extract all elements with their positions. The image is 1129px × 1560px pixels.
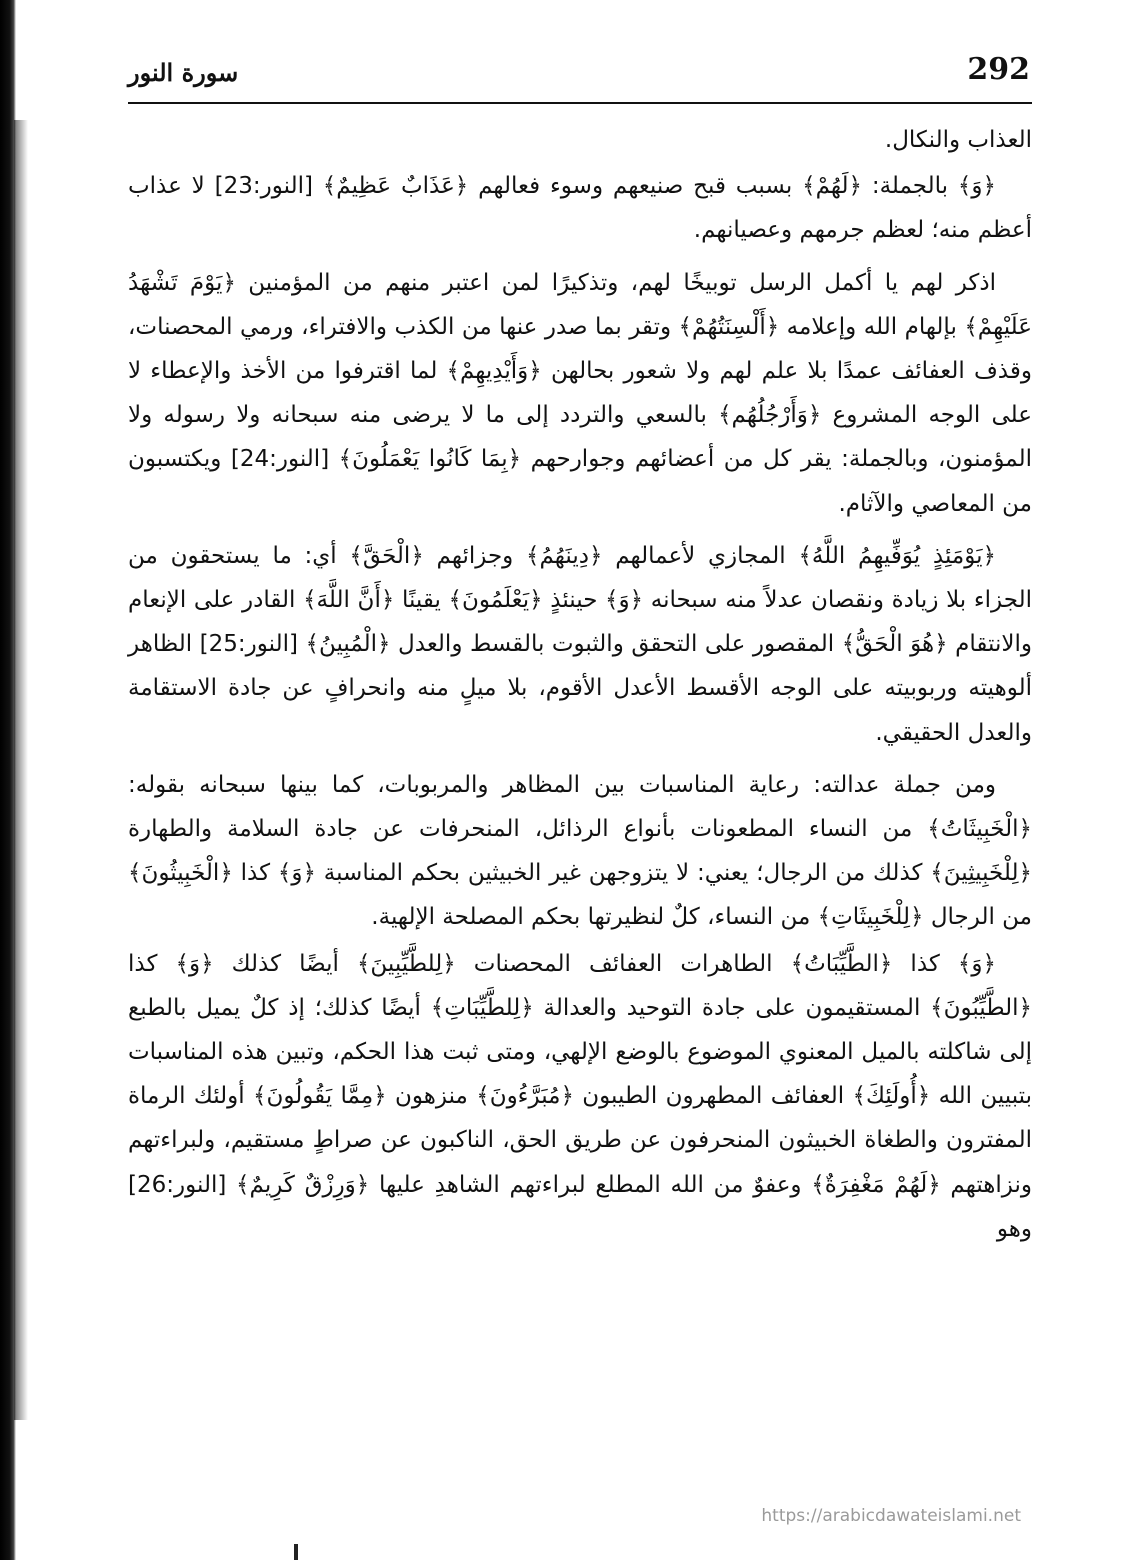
page-body [128,118,1032,1259]
paragraph-3: اذكر لهم يا أكمل الرسل توبيخًا لهم، وتذكيرًا لمن اعتبر منهم من المؤمنين ﴿يَوْمَ تَشْهَدُ عَلَيْهِمْ﴾ بإلهام الله وإعلامه ﴿أَلْسِنَتُهُمْ﴾ وتقر بما صدر عنها من الكذب والافتراء، ورمي المحصنات، وقذف العفائف عمدًا بلا علم لهم ولا شعور بحالهن ﴿وَأَيْدِيهِمْ﴾ لما اقترفوا من الأخذ والإعطاء لا على الوجه المشروع ﴿وَأَرْجُلُهُم﴾ بالسعي والتردد إلى ما لا يرضى منه سبحانه ولا رسوله ولا المؤمنون، وبالجملة: يقر كل من أعضائهم وجوارحهم ﴿بِمَا كَانُوا يَعْمَلُونَ﴾ [النور:24] ويكتسبون من المعاصي والآثام. [128,269,1032,517]
surah-title: سورة النور [128,58,239,87]
paragraph-1: العذاب والنكال. [884,127,1032,153]
paragraph-4: ﴿يَوْمَئِذٍ يُوَفِّيهِمُ اللَّهُ﴾ المجازي لأعمالهم ﴿دِينَهُمُ﴾ وجزائهم ﴿الْحَقَّ﴾ أي: ما يستحقون من الجزاء بلا زيادة ونقصان عدلاً منه سبحانه ﴿وَ﴾ حينئذٍ ﴿يَعْلَمُونَ﴾ يقينًا ﴿أَنَّ اللَّهَ﴾ القادر على الإنعام والانتقام ﴿هُوَ الْحَقُّ﴾ المقصور على التحقق والثبوت بالقسط والعدل ﴿الْمُبِينُ﴾ [النور:25] الظاهر ألوهيته وربوبيته على الوجه الأقسط الأعدل الأقوم، بلا ميلٍ منه وانحرافٍ عن جادة الاستقامة والعدل الحقيقي. [128,542,1032,746]
paragraph-2: ﴿وَ﴾ بالجملة: ﴿لَهُمْ﴾ بسبب قبح صنيعهم وسوء فعالهم ﴿عَذَابٌ عَظِيمٌ﴾ [النور:23] لا عذاب أعظم منه؛ لعظم جرمهم وعصيانهم. [128,173,1032,244]
page-number: 292 [967,52,1030,87]
footer-mark [294,1544,298,1560]
watermark-url: https://arabicdawateislami.net [761,1506,1021,1526]
paragraph-6: ﴿وَ﴾ كذا ﴿الطَّيِّبَاتُ﴾ الطاهرات العفائف المحصنات ﴿لِلطَّيِّبِينَ﴾ أيضًا كذلك ﴿وَ﴾ كذا ﴿الطَّيِّبُونَ﴾ المستقيمون على جادة التوحيد والعدالة ﴿لِلطَّيِّبَاتِ﴾ أيضًا كذلك؛ إذ كلٌ يميل بالطبع إلى شاكلته بالميل المعنوي الموضوع بالوضع الإلهي، ومتى ثبت هذا الحكم، وتبين هذه المناسبات بتبيين الله ﴿أُولَئِكَ﴾ العفائف المطهرون الطيبون ﴿مُبَرَّءُونَ﴾ منزهون ﴿مِمَّا يَقُولُونَ﴾ أولئك الرماة المفترون والطغاة الخبيثون المنحرفون عن طريق الحق، الناكبون عن صراطٍ مستقيم، ولبراءتهم ونزاهتهم ﴿لَهُمْ مَغْفِرَةٌ﴾ وعفوٌ من الله المطلع لبراءتهم الشاهدِ عليها ﴿وَرِزْقٌ كَرِيمٌ﴾ [النور:26] وهو [128,950,1032,1242]
page-header [128,52,1032,104]
paragraph-5: ومن جملة عدالته: رعاية المناسبات بين المظاهر والمربوبات، كما بينها سبحانه بقوله: ﴿الْخَبِيثَاتُ﴾ من النساء المطعونات بأنواع الرذائل، المنحرفات عن جادة السلامة والطهارة ﴿لِلْخَبِيثِينَ﴾ كذلك من الرجال؛ يعني: لا يتزوجهن غير الخبيثين بحكم المناسبة ﴿وَ﴾ كذا ﴿الْخَبِيثُونَ﴾ من الرجال ﴿لِلْخَبِيثَاتِ﴾ من النساء، كلٌ لنظيرتها بحكم المصلحة الإلهية. [128,771,1032,931]
scan-edge-gradient [14,120,28,1420]
